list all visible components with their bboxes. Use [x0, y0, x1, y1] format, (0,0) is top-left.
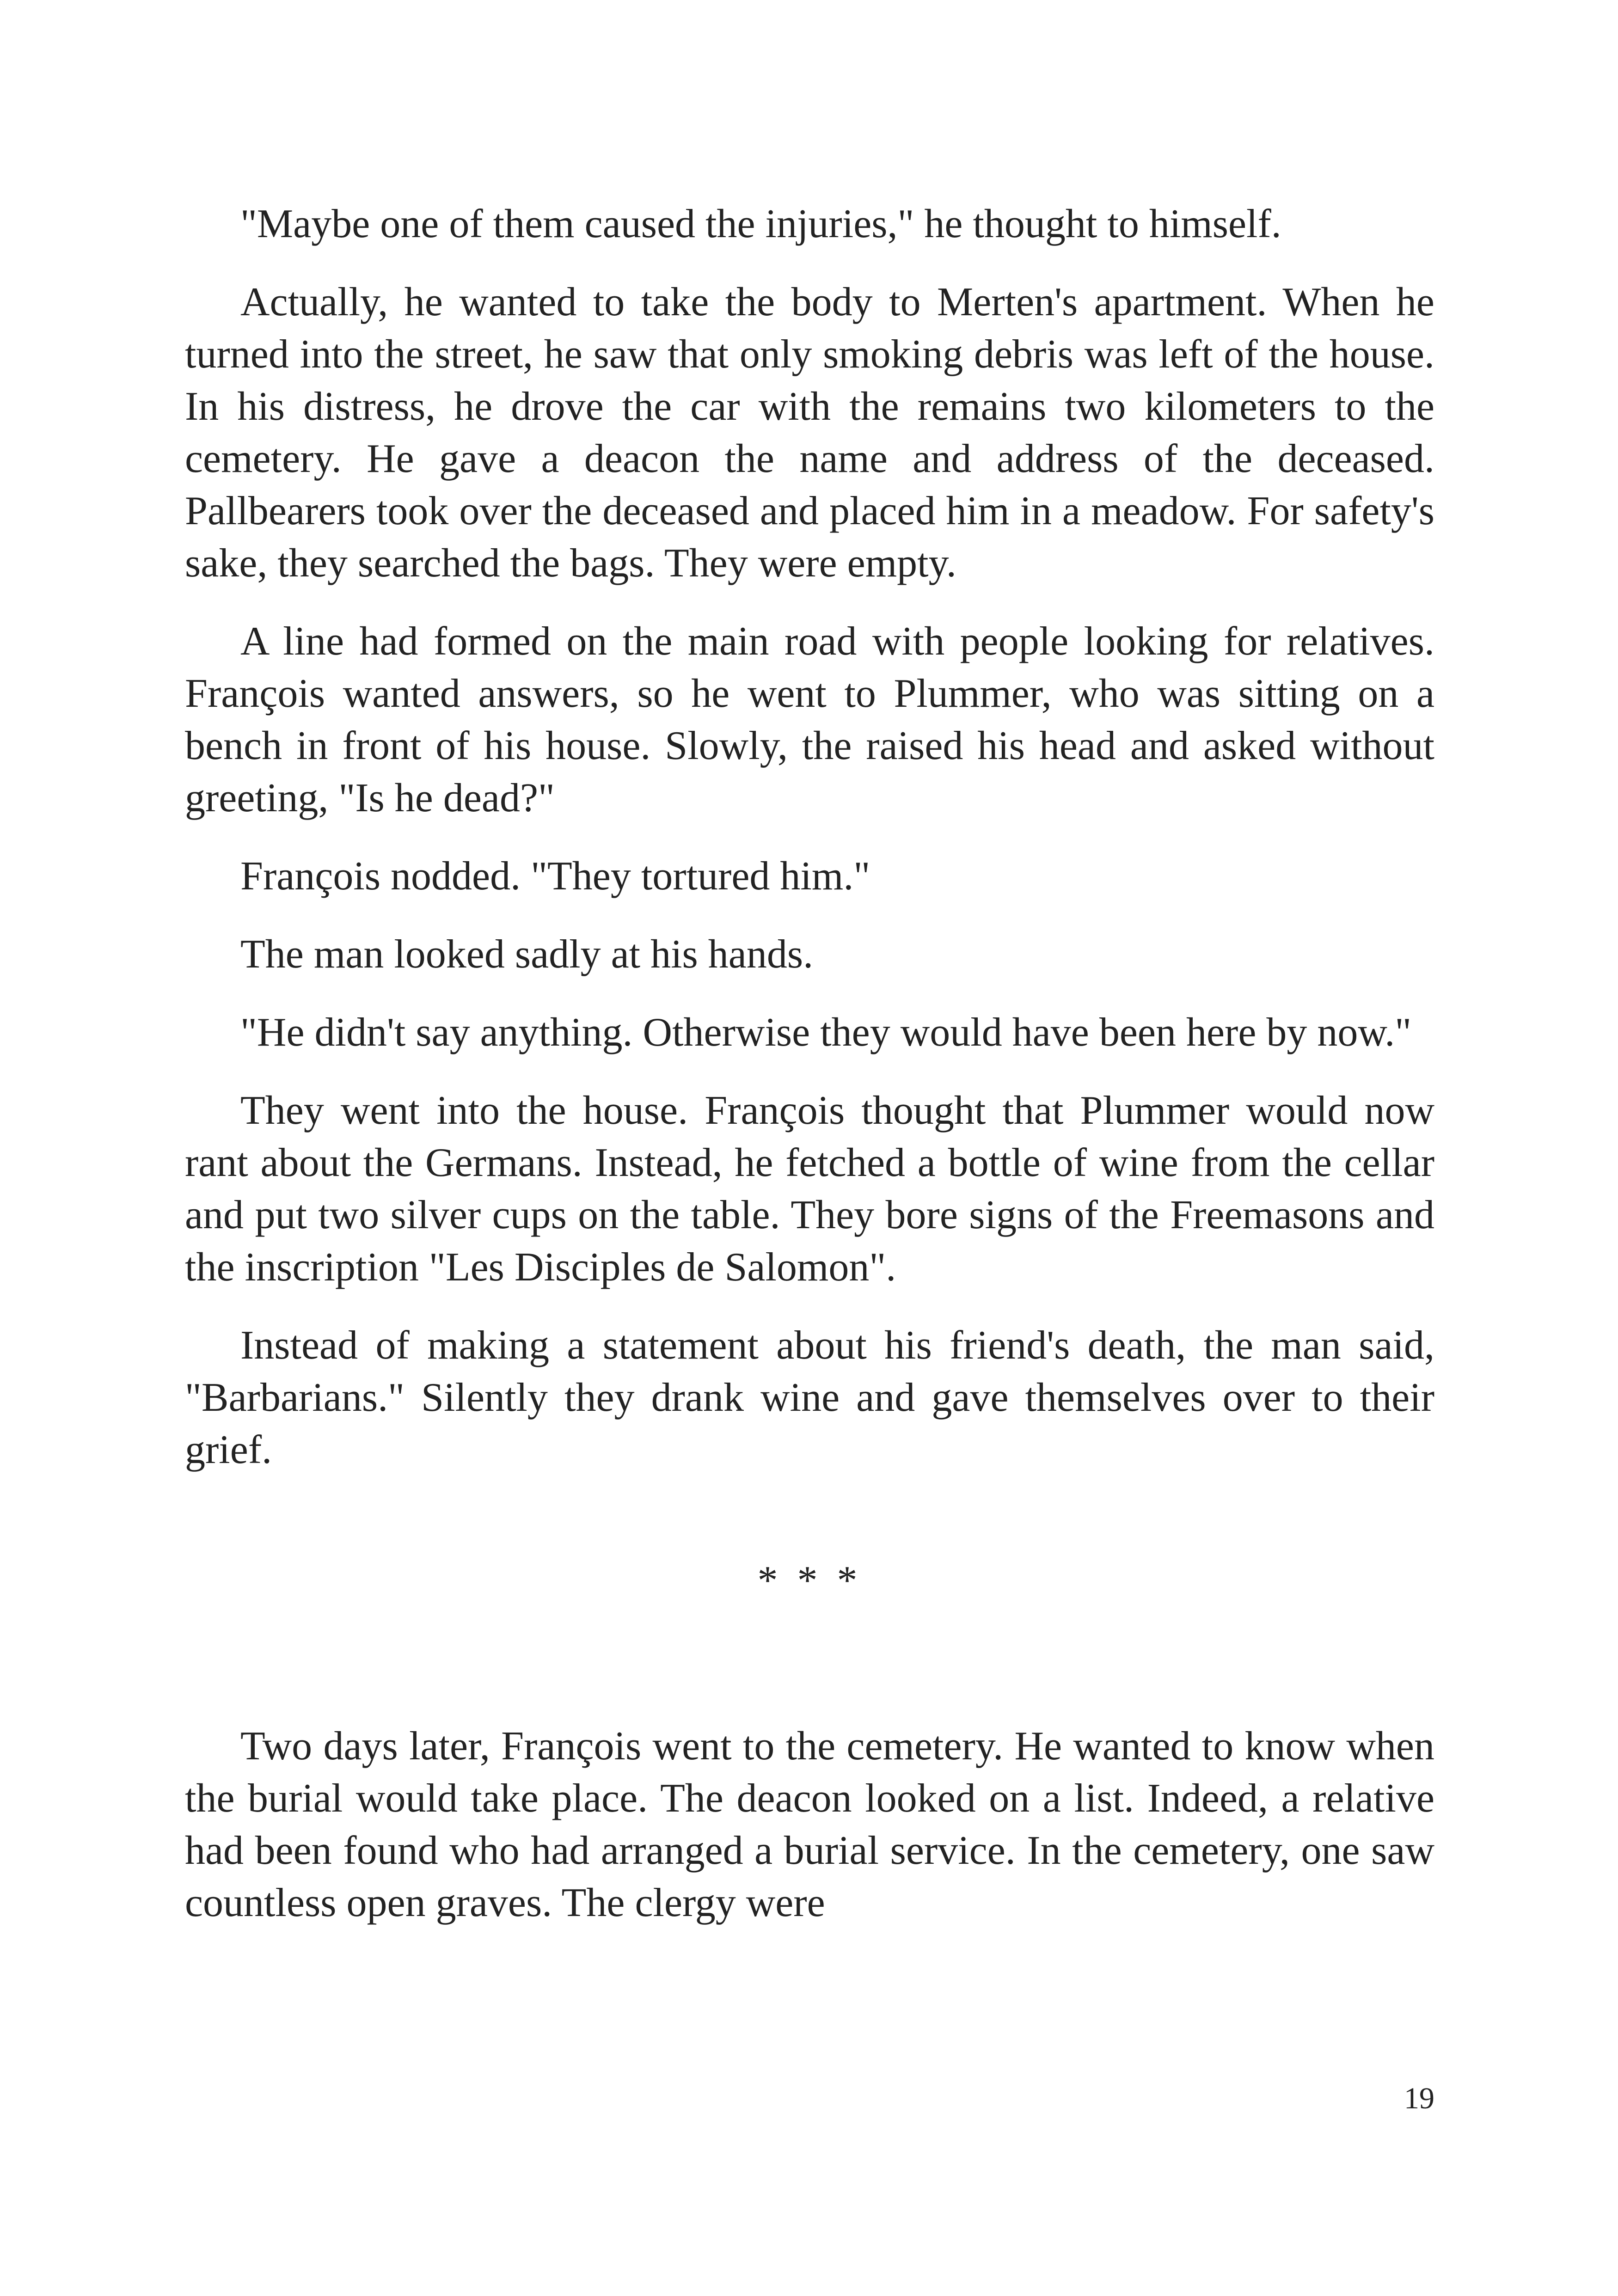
paragraph-francois-nodded: François nodded. "They tortured him."	[240, 854, 870, 899]
paragraph-man-looked-sadly: The man looked sadly at his hands.	[240, 932, 814, 977]
paragraph-plummer-bench: A line had formed on the main road with people looking for relatives. François wanted answers, so he went to Plummer, who was sitting on a bench in front of his house. Slowly, the raised his head and asked without greeting, "Is he dead?"	[185, 619, 1434, 820]
paragraph-didnt-say-anything: "He didn't say anything. Otherwise they would have been here by now."	[240, 1010, 1412, 1055]
paragraph-body-to-cemetery: Actually, he wanted to take the body to Merten's apartment. When he turned into the street, he saw that only smoking debris was left of the house. In his distress, he drove the car with the remains two kilometers to the cemetery. He gave a deacon the name and address of the deceased. Pallbearers took over the deceased and placed him in a meadow. For safety's sake, they searched the bags. They were empty.	[185, 280, 1434, 586]
paragraph-two-days-later: Two days later, François went to the cemetery. He wanted to know when the burial would take place. The deacon looked on a list. Indeed, a relative had been found who had arranged a burial service. In the cemetery, one saw countless open graves. The clergy were	[185, 1724, 1434, 1925]
body-text	[185, 198, 1434, 1955]
paragraph-injuries-thought: "Maybe one of them caused the injuries," he thought to himself.	[240, 202, 1281, 246]
paragraph-freemason-cups: They went into the house. François thought that Plummer would now rant about the Germans. Instead, he fetched a bottle of wine from the cellar and put two silver cups on the table. They bore signs of the Freemasons and the inscription "Les Disciples de Salomon".	[185, 1088, 1434, 1290]
paragraph-barbarians: Instead of making a statement about his friend's death, the man said, "Barbarians." Silently they drank wine and gave themselves over to their grief.	[185, 1323, 1434, 1472]
page-number: 19	[1404, 2082, 1434, 2115]
section-separator: * * *	[757, 1558, 862, 1603]
